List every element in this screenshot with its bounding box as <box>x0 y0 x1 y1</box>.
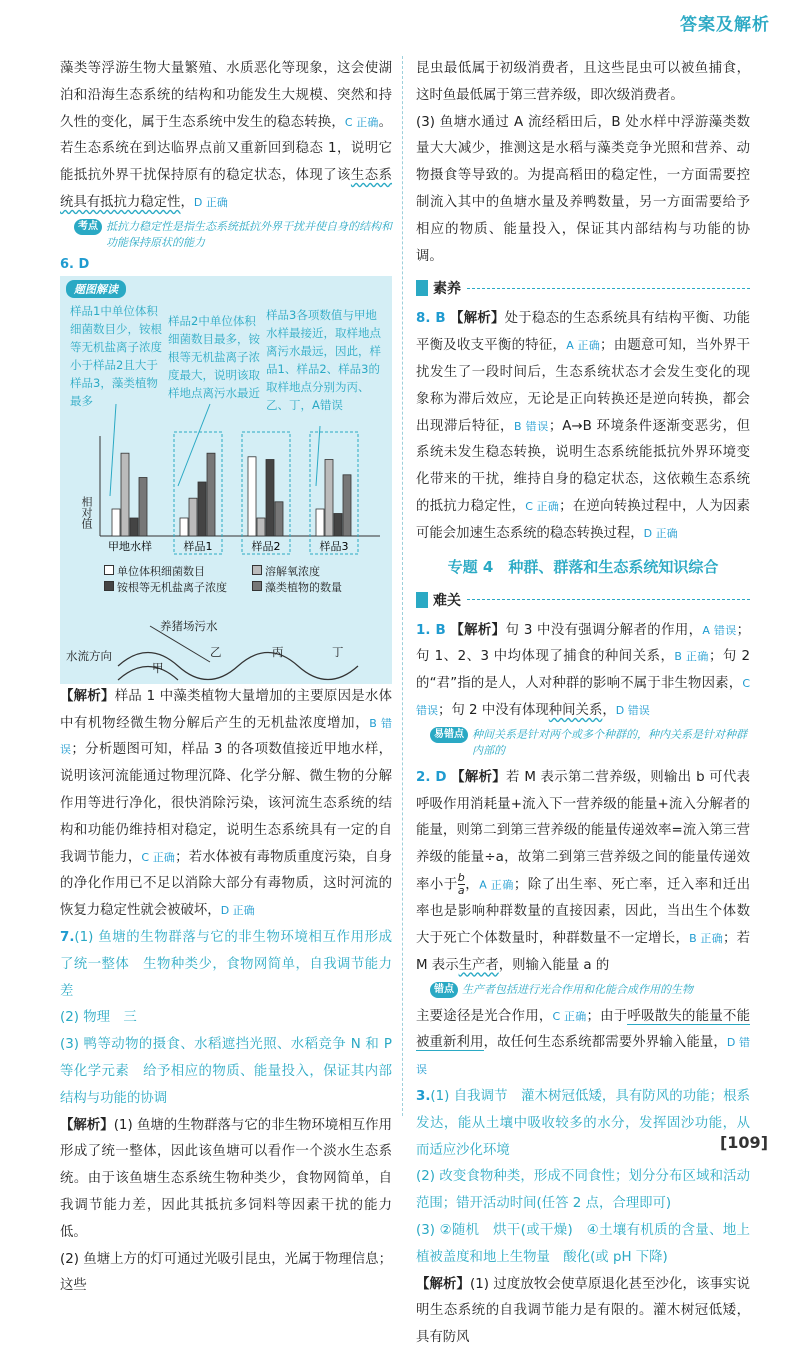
question-7-answers: 7.(1) 鱼塘的生物群落与它的非生物环境相互作用形成了统一整体 生物种类少，食物网简单，自我调节能力差 (2) 物理 三 (3) 鸭等动物的摄食、水稻遮挡光照、水稻竞争 N 和 P 等化学元素 给予相应的物质、能量投入，保证其内部结构与功能的协调 <box>60 929 392 1106</box>
bar <box>316 509 324 536</box>
exam-point-note <box>74 219 392 251</box>
bar <box>130 518 138 536</box>
chart-y-label: 相对值 <box>80 495 93 529</box>
analysis-paragraph: (2) 鱼塘上方的灯可通过光吸引昆虫，光属于物理信息；这些 <box>60 1251 392 1294</box>
bar <box>139 477 147 536</box>
legend-item: 单位体积细菌数目 <box>104 564 252 580</box>
callout-line <box>178 404 210 486</box>
question-6-answer: 6. D <box>60 256 90 272</box>
analysis-paragraph: 昆虫最低属于初级消费者，且这些昆虫可以被鱼捕食，这时鱼最低属于第三营养级，即次级消费者。 <box>416 61 750 103</box>
analysis-paragraph: 【解析】样品 1 中藻类植物大量增加的主要原因是水体中有机物经微生物分解后产生的无机盐浓度增加，B 错误；分析题图可知，样品 3 的各项数值接近甲地水样，说明该河流能通过物理沉降、化学分解、微生物的分解作用等进行净化，很快消除污染，该河流生态系统的结构和功能仍维持相对稳定，说明生态系统具有一定的自我调节能力，C 正确；若水体被有毒物质重度污染，自身的净化作用已不足以消除大部分有毒物质，这时河流的恢复力稳定性就会被破坏，D 正确 <box>60 688 393 919</box>
correct-mark: C 正确 <box>141 850 176 864</box>
mistake-note: 错点 生产者包括进行光合作用和化能合成作用的生物 <box>430 982 750 998</box>
answer-paragraph: 藻类等浮游生物大量繁殖、水质恶化等现象，这会使湖泊和沿海生态系统的结构和功能发生大规模、突然和持久性的变化，属于生态系统中发生的稳态转换，C 正确。若生态系统在到达临界点前又重新回到稳态 1，说明它能抵抗外界干扰保持原有的稳定状态，体现了该生态系统具有抵抗力稳定性，D 正确 <box>60 61 393 210</box>
figure-interpretation <box>60 276 392 684</box>
mistake-note: 易错点 种间关系是针对两个或多个种群的，种内关系是针对种群内部的 <box>430 727 750 759</box>
correct-mark: D 正确 <box>193 195 228 209</box>
page-number: [109] <box>719 1133 768 1152</box>
bar <box>325 459 333 536</box>
callout-line <box>110 404 116 496</box>
bar <box>275 502 283 536</box>
bar <box>121 453 129 536</box>
note-text: 抵抗力稳定性是指生态系统抵抗外界干扰并使自身的结构和功能保持原状的能力 <box>106 219 392 249</box>
correct-mark: D 正确 <box>220 904 255 918</box>
analysis-paragraph: 【解析】(1) 鱼塘的生物群落与它的非生物环境相互作用形成了统一整体，因此该鱼塘可以看作一个淡水生态系统。由于该鱼塘生态系统生物种类少，食物网简单，自我调节能力差，因此其抵抗多饲料等因素干扰的能力低。 <box>60 1117 392 1240</box>
river-site-label: 乙 <box>210 644 222 659</box>
river-bank-lower <box>118 666 178 680</box>
legend-item: 溶解氧浓度 <box>252 564 380 580</box>
bar <box>248 457 256 536</box>
category-label: 样品3 <box>319 539 349 553</box>
question-1-analysis: 1. B 【解析】句 3 中没有强调分解者的作用，A 错误；句 1、2、3 中均体现了捕食的种间关系，B 正确；句 2 的“君”指的是人，人对种群的影响不属于非生物因素，C 错误；句 2 中没有体现种间关系，D 错误 <box>416 622 751 718</box>
bar <box>112 509 120 536</box>
flow-direction-label: 水流方向 <box>66 648 112 663</box>
bar <box>266 459 274 536</box>
category-label: 甲地水样 <box>108 539 152 553</box>
question-3-analysis: 【解析】(1) 过度放牧会使草原退化甚至沙化，该事实说明生态系统的自我调节能力是有限的。灌木树冠低矮，具有防风 <box>416 1276 750 1346</box>
figure-label: 题图解读 <box>66 280 126 298</box>
correct-mark: C 正确 <box>344 115 379 129</box>
note-badge: 考点 <box>74 219 102 235</box>
analysis-paragraph: (3) 鱼塘水通过 A 流经稻田后，B 处水样中浮游藻类数量大大减少，推测这是水稻与藻类竞争光照和营养、动物摄食等导致的。为提高稻田的稳定性，一方面需要控制流入其中的鱼塘水量及养鸭数量，另一方面需要给予相应的物质、能量投入，保证其内部结构与功能的协调。 <box>416 114 750 264</box>
bar <box>198 482 206 536</box>
callout-line <box>316 426 320 486</box>
river-site-label: 丁 <box>332 644 344 659</box>
bar <box>207 453 215 536</box>
river-site-label: 甲 <box>152 660 164 675</box>
question-3-answers: 3.(1) 自我调节 灌木树冠低矮，具有防风的功能；根系发达，能从土壤中吸收较多的水分，发挥固沙功能，从而适应沙化环境 (2) 改变食物种类，形成不同食性；划分分布区域和活动范围；错开活动时间(任答 2 点，合理即可) (3) ②随机 烘干(或干燥) ④土壤有机质的含量、地上植被盖度和地上生物量 酸化(或 pH 下降) <box>416 1089 750 1265</box>
topic-title: 专题 4 种群、群落和生态系统知识综合 <box>447 557 719 576</box>
question-8-analysis: 8. B 【解析】处于稳态的生态系统具有结构平衡、功能平衡及收支平衡的特征，A 正确；由题意可知，当外界干扰发生了一段时间后，生态系统状态才会发生变化的现象称为滞后效应，无论是正向转换还是逆向转换，都会出现滞后特征，B 错误；A→B 环境条件逐渐变恶劣，但系统未发生稳态转换，说明生态系统能抵抗外界环境变化带来的干扰，维持自身的稳定状态，这依赖生态系统的抵抗力稳定性，C 正确；在逆向转换过程中，人为因素可能会加速生态系统的稳态转换过程，D 正确 <box>416 311 751 541</box>
callout-sample1: 样品1中单位体积细菌数目少，铵根等无机盐离子浓度小于样品2且大于样品3，藻类植物最多 <box>70 303 162 408</box>
question-2-analysis: 2. D 【解析】若 M 表示第二营养级，则输出 b 可代表呼吸作用消耗量+流入下一营养级的能量+流入分解者的能量，则第二到第三营养级的能量传递效率=流入第三营养级的能量÷a，故第二到第三营养级之间的能量传递效率小于 $\frac{b}{a}$ ，A 正确；除了出生率、死亡率，迁入率和迁出率也是影响种群数量的直接因素，因此，当出生个体数大于死亡个体数量时，种群数量不一定增长，B 正确；若 M 表示生产者，则输入能量 a 的 <box>416 769 751 973</box>
river-site-label: 丙 <box>272 644 284 659</box>
sewage-source-label: 养猪场污水 <box>160 618 218 633</box>
callout-sample2: 样品2中单位体积细菌数目最多，铵根等无机盐离子浓度最大，说明该取样地点离污水最近 <box>168 313 260 400</box>
bar-chart <box>100 432 380 554</box>
key-phrase: 生态系统具有抵抗力稳定性 <box>60 168 393 210</box>
bar <box>334 513 342 536</box>
bar <box>343 475 351 536</box>
bar <box>257 518 265 536</box>
bar <box>180 518 188 536</box>
page-header-title: 答案及解析 <box>680 15 770 35</box>
figure-graphics <box>60 276 392 684</box>
wrong-mark: B 错误 <box>60 716 393 757</box>
column-divider <box>402 56 403 1116</box>
text: 藻类等浮游生物大量繁殖、水质恶化等现象，这会使湖泊和沿海生态系统的结构和功能发生大规模、突然和持久性的变化，属于生态系统中发生的稳态转换， <box>60 61 392 130</box>
right-column <box>416 56 750 1352</box>
section-heading: 素养 <box>416 274 750 302</box>
left-column <box>60 56 392 1300</box>
category-label: 样品2 <box>251 539 281 553</box>
text: 。若生态系统在到达临界点前又重新回到稳态 1，说明它能抵抗外界干扰保持原有的稳定状态，体现了该 <box>60 114 393 184</box>
question-2-analysis-cont: 主要途径是光合作用，C 正确；由于呼吸散失的能量不能被重新利用，故任何生态系统都需要外界输入能量，D 错误 <box>416 1008 751 1077</box>
callout-sample3: 样品3各项数值与甲地水样最接近，取样地点离污水最远，因此，样品1、样品2、样品3的取样地点分别为丙、乙、丁，A错误 <box>266 307 381 412</box>
fraction: $\frac{b}{a}$ <box>457 870 465 897</box>
section-heading: 难关 <box>416 586 750 614</box>
chart-legend <box>104 564 384 596</box>
legend-item: 藻类植物的数量 <box>252 580 380 596</box>
category-label: 样品1 <box>183 539 213 553</box>
bar <box>189 498 197 536</box>
legend-item: 铵根等无机盐离子浓度 <box>104 580 252 596</box>
